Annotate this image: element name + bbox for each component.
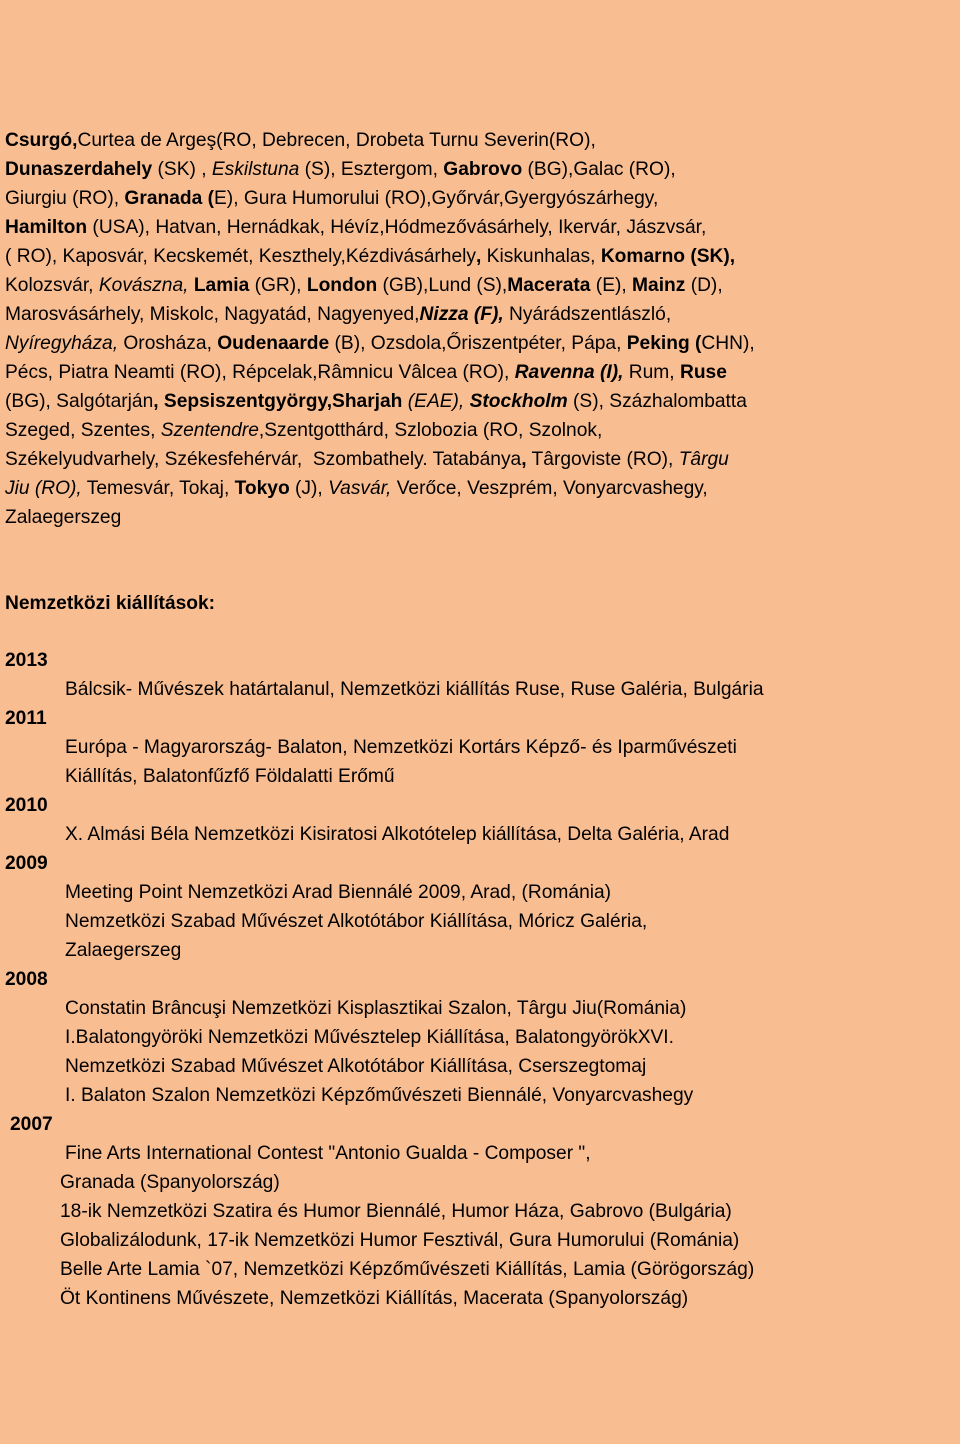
year-label: 2011 xyxy=(5,708,47,729)
city-text-segment: Dunaszerdahely xyxy=(5,159,153,180)
city-text-segment: Stockholm xyxy=(469,391,568,412)
city-text-segment: Eskilstuna xyxy=(211,159,300,180)
city-text-segment: Pécs, Piatra Neamti (RO), Répcelak,Râmnicu Vâlcea (RO), xyxy=(5,362,515,383)
city-text-segment: (S), Százhalombatta xyxy=(567,391,747,412)
city-text-segment: Curtea de Argeş(RO, Debrecen, Drobeta Turnu Severin(RO), xyxy=(77,130,596,151)
cities-line xyxy=(5,213,706,242)
cities-line xyxy=(5,184,658,213)
cities-line xyxy=(5,387,747,416)
city-text-segment: Târgoviste (RO), xyxy=(526,449,679,470)
city-text-segment: Mainz xyxy=(632,275,686,296)
city-text-segment: (J), xyxy=(289,478,329,499)
city-text-segment: Nyíregyháza, xyxy=(5,333,119,354)
city-text-segment: Zalaegerszeg xyxy=(5,507,122,528)
exhibition-entry: Öt Kontinens Művészete, Nemzetközi Kiállítás, Macerata (Spanyolország) xyxy=(60,1288,689,1309)
city-text-segment: Komarno (SK), xyxy=(600,246,736,267)
cities-line xyxy=(5,300,671,329)
exhibition-entry: Nemzetközi Szabad Művészet Alkotótábor Kiállítása, Cserszegtomaj xyxy=(65,1056,647,1077)
city-text-segment: Temesvár, Tokaj, xyxy=(81,478,235,499)
exhibition-entry: Európa - Magyarország- Balaton, Nemzetközi Kortárs Képző- és Iparművészeti xyxy=(65,737,737,758)
city-text-segment: (B), Ozsdola,Őriszentpéter, Pápa, xyxy=(329,333,627,354)
city-text-segment: (E), xyxy=(590,275,633,296)
city-text-segment: (USA), Hatvan, Hernádkak, Hévíz,Hódmezővásárhely, Ikervár, Jászvsár, xyxy=(87,217,707,238)
city-text-segment: Granada ( xyxy=(124,188,214,209)
cities-line xyxy=(5,358,727,387)
city-text-segment: Verőce, Veszprém, Vonyarcvashegy, xyxy=(391,478,708,499)
city-text-segment: Oudenaarde xyxy=(217,333,330,354)
cities-line xyxy=(5,445,729,474)
exhibition-entry: Constatin Brâncuşi Nemzetközi Kisplasztikai Szalon, Târgu Jiu(Románia) xyxy=(65,998,687,1019)
city-text-segment: Hamilton xyxy=(5,217,88,238)
city-text-segment: ,Szentgotthárd, Szlobozia (RO, Szolnok, xyxy=(258,420,603,441)
city-text-segment: Ravenna (I), xyxy=(514,362,624,383)
city-text-segment: Orosháza, xyxy=(118,333,218,354)
city-text-segment: Csurgó, xyxy=(5,130,78,151)
exhibition-entry: Meeting Point Nemzetközi Arad Biennálé 2009, Arad, (Románia) xyxy=(65,882,612,903)
exhibition-entry: X. Almási Béla Nemzetközi Kisiratosi Alkotótelep kiállítása, Delta Galéria, Arad xyxy=(65,824,730,845)
exhibition-entry: Globalizálodunk, 17-ik Nemzetközi Humor Fesztivál, Gura Humorului (Románia) xyxy=(60,1230,740,1251)
city-text-segment: (BG),Galac (RO), xyxy=(522,159,676,180)
city-text-segment: Macerata xyxy=(507,275,591,296)
cities-line xyxy=(5,242,735,271)
city-text-segment: Kiskunhalas, xyxy=(481,246,601,267)
cities-line xyxy=(5,271,723,300)
city-text-segment: (SK) , xyxy=(152,159,212,180)
city-text-segment: , Sepsiszentgyörgy,Sharjah xyxy=(153,391,403,412)
city-text-segment: (GR), xyxy=(249,275,307,296)
city-text-segment: (EAE), xyxy=(407,391,465,412)
city-text-segment: Rum, xyxy=(623,362,680,383)
city-text-segment: Kovászna, xyxy=(98,275,189,296)
city-text-segment: Târgu xyxy=(678,449,729,470)
city-text-segment: Székelyudvarhely, Székesfehérvár, Szombathely. Tatabánya xyxy=(5,449,522,470)
cities-line xyxy=(5,329,755,358)
cities-line xyxy=(5,155,676,184)
year-label: 2007 xyxy=(10,1114,53,1135)
city-text-segment: Gabrovo xyxy=(443,159,523,180)
cities-line xyxy=(5,474,708,503)
city-text-segment: Lamia xyxy=(193,275,250,296)
exhibition-entry: Bálcsik- Művészek határtalanul, Nemzetközi kiállítás Ruse, Ruse Galéria, Bulgária xyxy=(65,679,764,700)
exhibition-entry: Belle Arte Lamia `07, Nemzetközi Képzőművészeti Kiállítás, Lamia (Görögország) xyxy=(60,1259,755,1280)
cities-line xyxy=(5,126,596,155)
city-text-segment: Kolozsvár, xyxy=(5,275,99,296)
exhibition-entry: Kiállítás, Balatonfűzfő Földalatti Erőmű xyxy=(65,766,395,787)
city-text-segment: ( RO), Kaposvár, Kecskemét, Keszthely,Kézdivásárhely xyxy=(5,246,476,267)
city-text-segment: London xyxy=(306,275,378,296)
exhibition-entry: Nemzetközi Szabad Művészet Alkotótábor Kiállítása, Móricz Galéria, xyxy=(65,911,648,932)
city-text-segment: Szeged, Szentes, xyxy=(5,420,161,441)
year-label: 2013 xyxy=(5,650,48,671)
city-text-segment: Ruse xyxy=(679,362,727,383)
city-text-segment: Nyárádszentlászló, xyxy=(503,304,672,325)
city-text-segment: Marosvásárhely, Miskolc, Nagyatád, Nagyenyed, xyxy=(5,304,420,325)
city-text-segment: (GB),Lund (S), xyxy=(377,275,508,296)
exhibition-entry: Granada (Spanyolország) xyxy=(60,1172,280,1193)
exhibition-entry: 18-ik Nemzetközi Szatira és Humor Biennálé, Humor Háza, Gabrovo (Bulgária) xyxy=(60,1201,732,1222)
cities-line xyxy=(5,416,602,445)
city-text-segment: Nizza (F), xyxy=(419,304,504,325)
year-label: 2009 xyxy=(5,853,48,874)
exhibition-entry: Zalaegerszeg xyxy=(65,940,182,961)
city-text-segment: (D), xyxy=(685,275,723,296)
year-label: 2010 xyxy=(5,795,48,816)
exhibition-entry: I. Balaton Szalon Nemzetközi Képzőművészeti Biennálé, Vonyarcvashegy xyxy=(65,1085,694,1106)
city-text-segment: Peking ( xyxy=(626,333,702,354)
exhibition-entry: Fine Arts International Contest "Antonio Gualda - Composer ", xyxy=(65,1143,591,1164)
exhibition-entry: I.Balatongyöröki Nemzetközi Művésztelep Kiállítása, BalatongyörökXVI. xyxy=(65,1027,674,1048)
city-text-segment: , xyxy=(476,246,482,267)
cities-line xyxy=(5,503,121,532)
section-heading: Nemzetközi kiállítások: xyxy=(5,593,216,614)
city-text-segment: , xyxy=(521,449,527,470)
year-label: 2008 xyxy=(5,969,48,990)
city-text-segment: Jiu (RO), xyxy=(5,478,82,499)
city-text-segment: CHN), xyxy=(701,333,755,354)
city-text-segment: Giurgiu (RO), xyxy=(5,188,125,209)
city-text-segment: Szentendre xyxy=(160,420,259,441)
city-text-segment: (BG), Salgótarján xyxy=(5,391,154,412)
city-text-segment: E), Gura Humorului (RO),Győrvár,Gyergyószárhegy, xyxy=(214,188,659,209)
city-text-segment: (S), Esztergom, xyxy=(299,159,444,180)
city-text-segment: Tokyo xyxy=(234,478,290,499)
city-text-segment: Vasvár, xyxy=(328,478,392,499)
